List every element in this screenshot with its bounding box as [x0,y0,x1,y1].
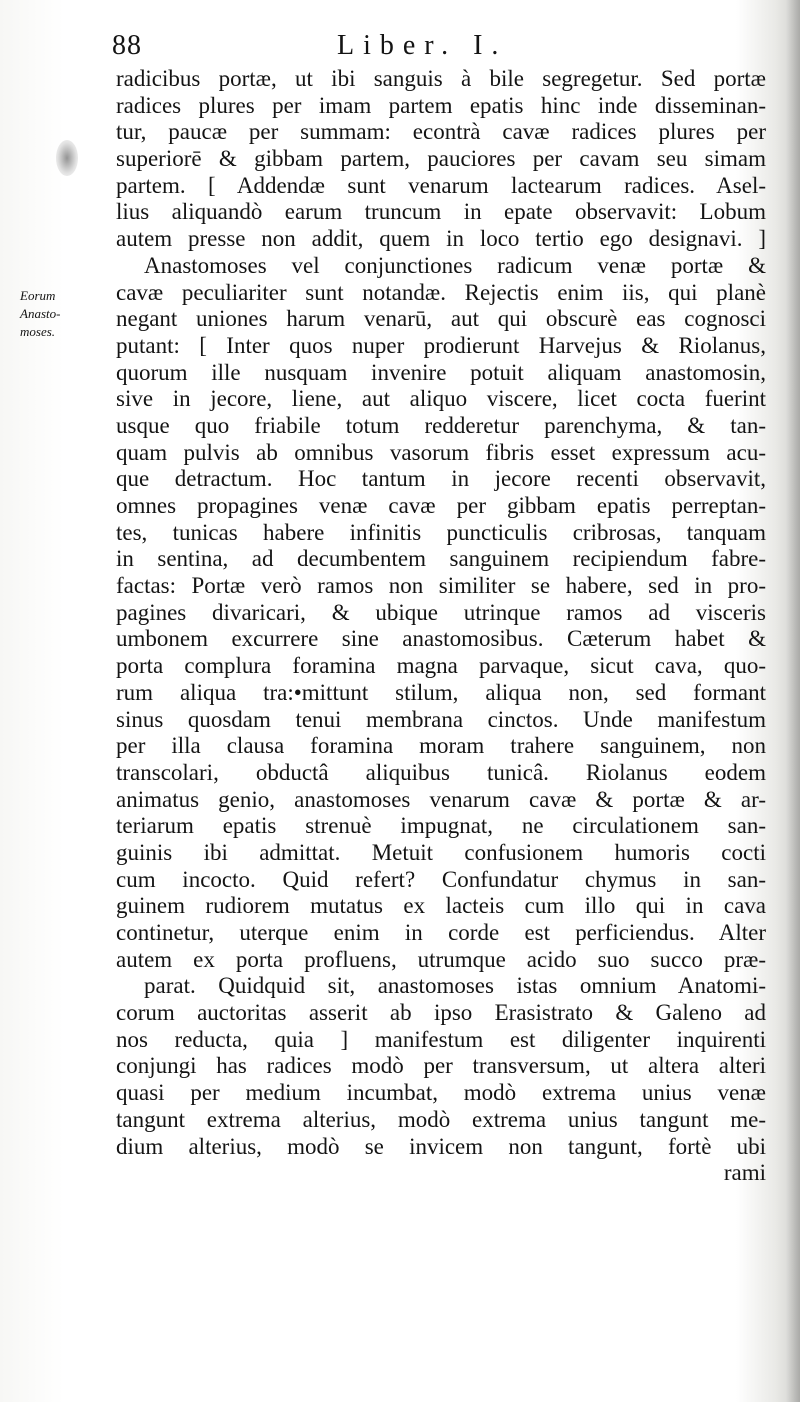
text-line: que detractum. Hoc tantum in jecore recenti observavit, [116,466,766,492]
ink-smudge [56,140,78,176]
text-line: partem. [ Addendæ sunt venarum lactearum radices. Asel- [116,172,766,198]
text-line: conjungi has radices modò per transversum, ut altera alteri [116,1053,766,1079]
body-text [116,66,766,1187]
marginal-note [20,287,100,341]
text-line: autem ex porta profluens, utrumque acido suo succo præ- [116,946,766,972]
text-line: cavæ peculiariter sunt notandæ. Rejectis enim iis, qui planè [116,279,766,305]
page-number: 88 [112,30,142,61]
text-line: quasi per medium incumbat, modò extrema unius venæ [116,1080,766,1106]
text-line: teriarum epatis strenuè impugnat, ne circulationem san- [116,813,766,839]
text-line: radicibus portæ, ut ibi sanguis à bile segregetur. Sed portæ [116,66,766,91]
text-line: umbonem excurrere sine anastomosibus. Cæterum habet & [116,626,766,652]
page-edge-shadow [786,0,800,1402]
text-line: quam pulvis ab omnibus vasorum fibris esset expressum acu- [116,439,766,465]
marginal-note-line: Anasto- [20,306,61,321]
text-line: in sentina, ad decumbentem sanguinem recipiendum fabre- [116,546,766,572]
text-line: putant: [ Inter quos nuper prodierunt Harvejus & Riolanus, [116,332,766,358]
text-line: rum aliqua tra:•mittunt stilum, aliqua non, sed formant [116,679,766,705]
text-line: quorum ille nusquam invenire potuit aliquam anastomosin, [116,359,766,385]
book-title: Liber. I. [337,30,508,61]
text-line: tur, paucæ per summam: econtrà cavæ radices plures per [116,119,766,145]
text-line: Anastomoses vel conjunctiones radicum venæ portæ & [144,252,766,278]
text-line: negant uniones harum venarū, aut qui obscurè eas cognosci [116,306,766,332]
text-line: continetur, uterque enim in corde est perficiendus. Alter [116,920,766,945]
text-line: pagines divaricari, & ubique utrinque ramos ad visceris [116,599,766,625]
text-line: dium alterius, modò se invicem non tangunt, fortè ubi [116,1133,766,1159]
marginal-note-line: moses. [20,324,56,339]
catchword: rami [723,1160,766,1186]
text-line: parat. Quidquid sit, anastomoses istas omnium Anatomi- [144,973,766,999]
text-line: autem presse non addit, quem in loco tertio ego designavi. ] [116,226,766,252]
text-line: omnes propagines venæ cavæ per gibbam epatis perreptan- [116,493,766,518]
text-line: corum auctoritas asserit ab ipso Erasistrato & Galeno ad [116,1000,766,1026]
text-line: lius aliquandò earum truncum in epate observavit: Lobum [116,199,766,225]
marginal-note-line: Eorum [20,288,56,303]
text-line: usque quo friabile totum redderetur parenchyma, & tan- [116,412,766,438]
text-line: superiorē & gibbam partem, pauciores per cavam seu simam [116,146,766,172]
text-line: tes, tunicas habere infinitis puncticulis cribrosas, tanquam [116,519,766,545]
text-line: animatus genio, anastomoses venarum cavæ & portæ & ar- [116,786,766,812]
text-line: factas: Portæ verò ramos non similiter se habere, sed in pro- [116,573,766,599]
text-line: cum incocto. Quid refert? Confundatur chymus in san- [116,866,766,892]
text-line: sinus quosdam tenui membrana cinctos. Unde manifestum [116,706,766,732]
text-line: nos reducta, quia ] manifestum est diligenter inquirenti [116,1026,766,1052]
text-line: radices plures per imam partem epatis hinc inde disseminan- [116,92,766,118]
text-line: transcolari, obductâ aliquibus tunicâ. Riolanus eodem [116,759,766,785]
running-head [112,30,762,66]
text-line: porta complura foramina magna parvaque, sicut cava, quo- [116,653,766,679]
text-line: tangunt extrema alterius, modò extrema unius tangunt me- [116,1106,766,1132]
text-line: sive in jecore, liene, aut aliquo viscere, licet cocta fuerint [116,386,766,412]
text-line: guinis ibi admittat. Metuit confusionem humoris cocti [116,839,766,865]
text-line: guinem rudiorem mutatus ex lacteis cum illo qui in cava [116,893,766,919]
text-line: per illa clausa foramina moram trahere sanguinem, non [116,733,766,759]
